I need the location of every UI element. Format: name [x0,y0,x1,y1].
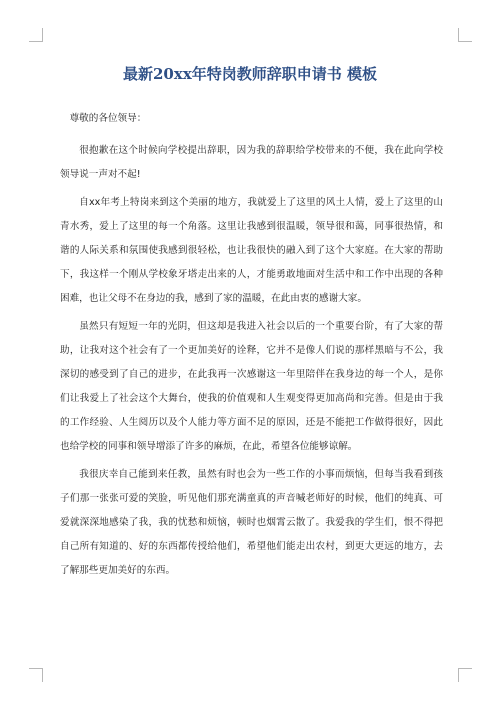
paragraph-students: 我很庆幸自己能到来任教，虽然有时也会为一些工作的小事而烦恼，但每当我看到孩子们那一张张可爱的笑脸，听见他们那充满童真的声音喊老师好的时候，他们的纯真、可爱就深深地感染了我，我的忧愁和烦恼，顿时也烟霄云散了。我爱我的学生们，恨不得把自己所有知道的、好的东西都传授给他们，希望他们能走出农村，到更大更远的地方，去了解那些更加美好的东西。 [60,469,443,576]
paragraph-gratitude: 自xx年考上特岗来到这个美丽的地方，我就爱上了这里的风土人情，爱上了这里的山青水秀，爱上了这里的每一个角落。这里让我感到很温暖，领导很和蔼，同事很热情，和谐的人际关系和氛围使我感到很轻松，也让我很快的融入到了这个大家庭。在大家的帮助下，我这样一个刚从学校象牙塔走出来的人，才能勇敢地面对生活中和工作中出现的各种困难，也让父母不在身边的我，感到了家的温暖，在此由衷的感谢大家。 [60,197,443,304]
crop-mark-bottom-left [29,668,43,682]
paragraph-apology: 很抱歉在这个时候向学校提出辞职，因为我的辞职给学校带来的不便，我在此向学校领导说一声对不起! [60,145,443,180]
paragraph-growth: 虽然只有短短一年的光阴，但这却是我进入社会以后的一个重要台阶，有了大家的帮助，让我对这个社会有了一个更加美好的诠释，它并不是像人们说的那样黑暗与不公，我深切的感受到了自己的进步，在此我再一次感谢这一年里陪伴在我身边的每一个人，是你们让我爱上了社会这个大舞台，使我的价值观和人生观变得更加高尚和完善。但是由于我的工作经验、人生阅历以及个人能力等方面不足的原因，还是不能把工作做得很好，因此也给学校的同事和领导增添了许多的麻烦，在此，希望各位能够谅解。 [60,321,443,452]
crop-mark-top-right [458,28,472,42]
crop-mark-top-left [29,28,43,42]
document-body [60,107,443,583]
greeting-line: 尊敬的各位领导： [69,113,147,124]
crop-mark-bottom-right [458,668,472,682]
document-title: 最新20xx年特岗教师辞职申请书 模板 [123,65,377,83]
